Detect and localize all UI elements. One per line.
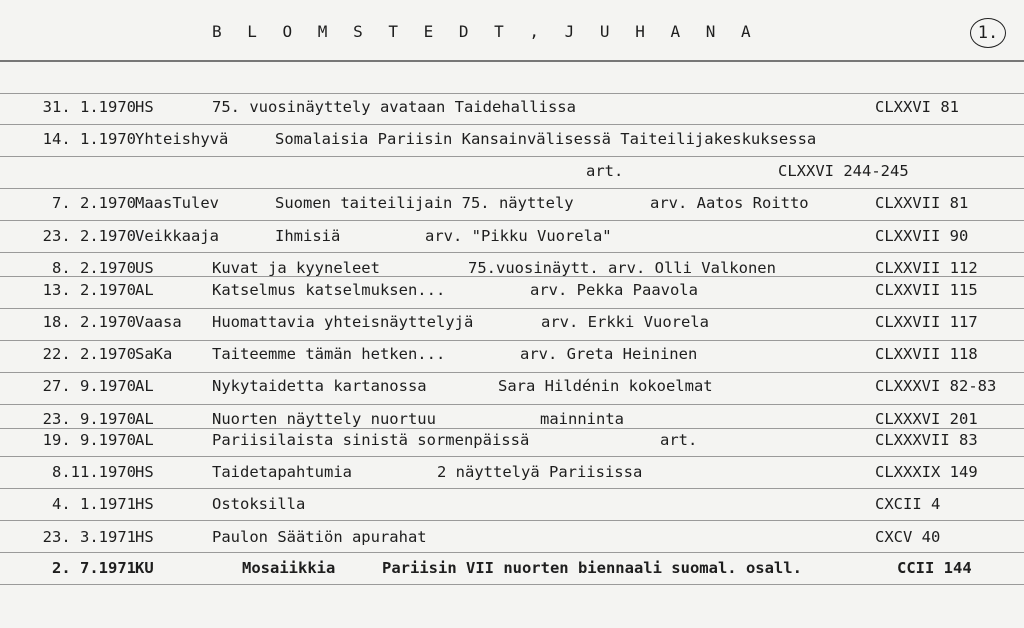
- entry-note: arv. "Pikku Vuorela": [425, 227, 612, 245]
- entry-ref: CLXXXIX 149: [875, 463, 978, 481]
- entry-source: Vaasa: [135, 313, 182, 331]
- entry-title: 75. vuosinäyttely avataan Taidehallissa: [212, 98, 576, 116]
- entry-note: arv. Pekka Paavola: [530, 281, 698, 299]
- entry-date: 7. 2.1970: [52, 194, 136, 212]
- entry-source: HS: [135, 463, 154, 481]
- rule-line: [0, 188, 1024, 189]
- entry-source: HS: [135, 528, 154, 546]
- entry-ref: CLXXXVI 82-83: [875, 377, 997, 395]
- entry-note: arv. Erkki Vuorela: [541, 313, 709, 331]
- entry-title: Kuvat ja kyyneleet: [212, 259, 380, 277]
- entry-title: Somalaisia Pariisin Kansainvälisessä Taiteilijakeskuksessa: [275, 130, 817, 148]
- entry-date: 8. 2.1970: [52, 259, 136, 277]
- rule-line: [0, 93, 1024, 94]
- entry-ref: CLXXVII 112: [875, 259, 978, 277]
- entry-ref: CLXXVII 90: [875, 227, 969, 245]
- rule-line: [0, 308, 1024, 309]
- entry-line: [0, 345, 1024, 371]
- entry-ref: CLXXVI 244-245: [778, 162, 909, 180]
- rule-line: [0, 340, 1024, 341]
- rule-line: [0, 220, 1024, 221]
- entry-line: [0, 495, 1024, 521]
- card-number-circle: 1.: [970, 18, 1006, 48]
- entry-line: [0, 313, 1024, 339]
- entry-title: Katselmus katselmuksen...: [212, 281, 446, 299]
- entry-source: US: [135, 259, 154, 277]
- entry-ref: CLXXVI 81: [875, 98, 959, 116]
- entry-note: art.: [660, 431, 698, 449]
- entry-ref: CLXXVII 115: [875, 281, 978, 299]
- entry-date: 14. 1.1970: [42, 130, 136, 148]
- entry-source: Yhteishyvä: [135, 130, 229, 148]
- entry-line: [0, 194, 1024, 220]
- entry-title: Ihmisiä: [275, 227, 341, 245]
- entry-title: Ostoksilla: [212, 495, 306, 513]
- entry-source: SaKa: [135, 345, 173, 363]
- entry-ref: CXCV 40: [875, 528, 941, 546]
- entry-line: [0, 130, 1024, 156]
- entry-ref: CLXXVII 81: [875, 194, 969, 212]
- entry-line: [0, 227, 1024, 253]
- entry-source: Veikkaaja: [135, 227, 219, 245]
- entry-title: Nykytaidetta kartanossa: [212, 377, 427, 395]
- entry-title: Taidetapahtumia: [212, 463, 352, 481]
- entry-source: KU: [135, 559, 154, 577]
- entry-note: Pariisin VII nuorten biennaali suomal. osall.: [382, 559, 802, 577]
- entry-ref: CLXXVII 117: [875, 313, 978, 331]
- entry-line: [0, 528, 1024, 554]
- entry-line: [0, 559, 1024, 585]
- entry-note: 2 näyttelyä Pariisissa: [437, 463, 643, 481]
- entry-date: 23. 9.1970: [42, 410, 136, 428]
- entry-line: [0, 463, 1024, 489]
- entry-source: AL: [135, 377, 154, 395]
- entry-line: [0, 162, 1024, 188]
- entry-line: [0, 431, 1024, 457]
- entry-note: arv. Greta Heininen: [520, 345, 698, 363]
- entry-date: 23. 3.1971: [42, 528, 136, 546]
- entry-ref: CXCII 4: [875, 495, 941, 513]
- entry-source: AL: [135, 431, 154, 449]
- entry-date: 19. 9.1970: [42, 431, 136, 449]
- entry-ref: CCII 144: [897, 559, 972, 577]
- rule-line: [0, 372, 1024, 373]
- rule-line: [0, 124, 1024, 125]
- entry-date: 31. 1.1970: [42, 98, 136, 116]
- entry-note: art.: [586, 162, 624, 180]
- entry-note: Sara Hildénin kokoelmat: [498, 377, 713, 395]
- entry-date: 4. 1.1971: [52, 495, 136, 513]
- entry-line: [0, 98, 1024, 124]
- entry-note: mainninta: [540, 410, 624, 428]
- entry-title: Taiteemme tämän hetken...: [212, 345, 446, 363]
- artist-name-heading: B L O M S T E D T , J U H A N A: [212, 22, 759, 41]
- entry-title: Huomattavia yhteisnäyttelyjä: [212, 313, 474, 331]
- entry-ref: CLXXVII 118: [875, 345, 978, 363]
- entry-date: 13. 2.1970: [42, 281, 136, 299]
- entry-title: Suomen taiteilijain 75. näyttely: [275, 194, 574, 212]
- entry-ref: CLXXXVII 83: [875, 431, 978, 449]
- entry-note: arv. Aatos Roitto: [650, 194, 809, 212]
- entry-date: 18. 2.1970: [42, 313, 136, 331]
- entry-title: Paulon Säätiön apurahat: [212, 528, 427, 546]
- entry-date: 8.11.1970: [52, 463, 136, 481]
- rule-line: [0, 156, 1024, 157]
- entry-date: 27. 9.1970: [42, 377, 136, 395]
- entry-date: 22. 2.1970: [42, 345, 136, 363]
- entry-title: Pariisilaista sinistä sormenpäissä: [212, 431, 530, 449]
- entry-title: Mosaiikkia: [242, 559, 336, 577]
- entry-line: [0, 281, 1024, 307]
- entry-source: AL: [135, 410, 154, 428]
- entry-source: HS: [135, 98, 154, 116]
- entry-note: 75.vuosinäytt. arv. Olli Valkonen: [468, 259, 776, 277]
- header-rule: [0, 60, 1024, 62]
- entry-line: [0, 377, 1024, 403]
- rule-line: [0, 404, 1024, 405]
- entry-ref: CLXXXVI 201: [875, 410, 978, 428]
- entry-title: Nuorten näyttely nuortuu: [212, 410, 436, 428]
- entry-date: 2. 7.1971: [52, 559, 136, 577]
- entry-source: MaasTulev: [135, 194, 219, 212]
- entry-source: AL: [135, 281, 154, 299]
- entry-source: HS: [135, 495, 154, 513]
- entry-date: 23. 2.1970: [42, 227, 136, 245]
